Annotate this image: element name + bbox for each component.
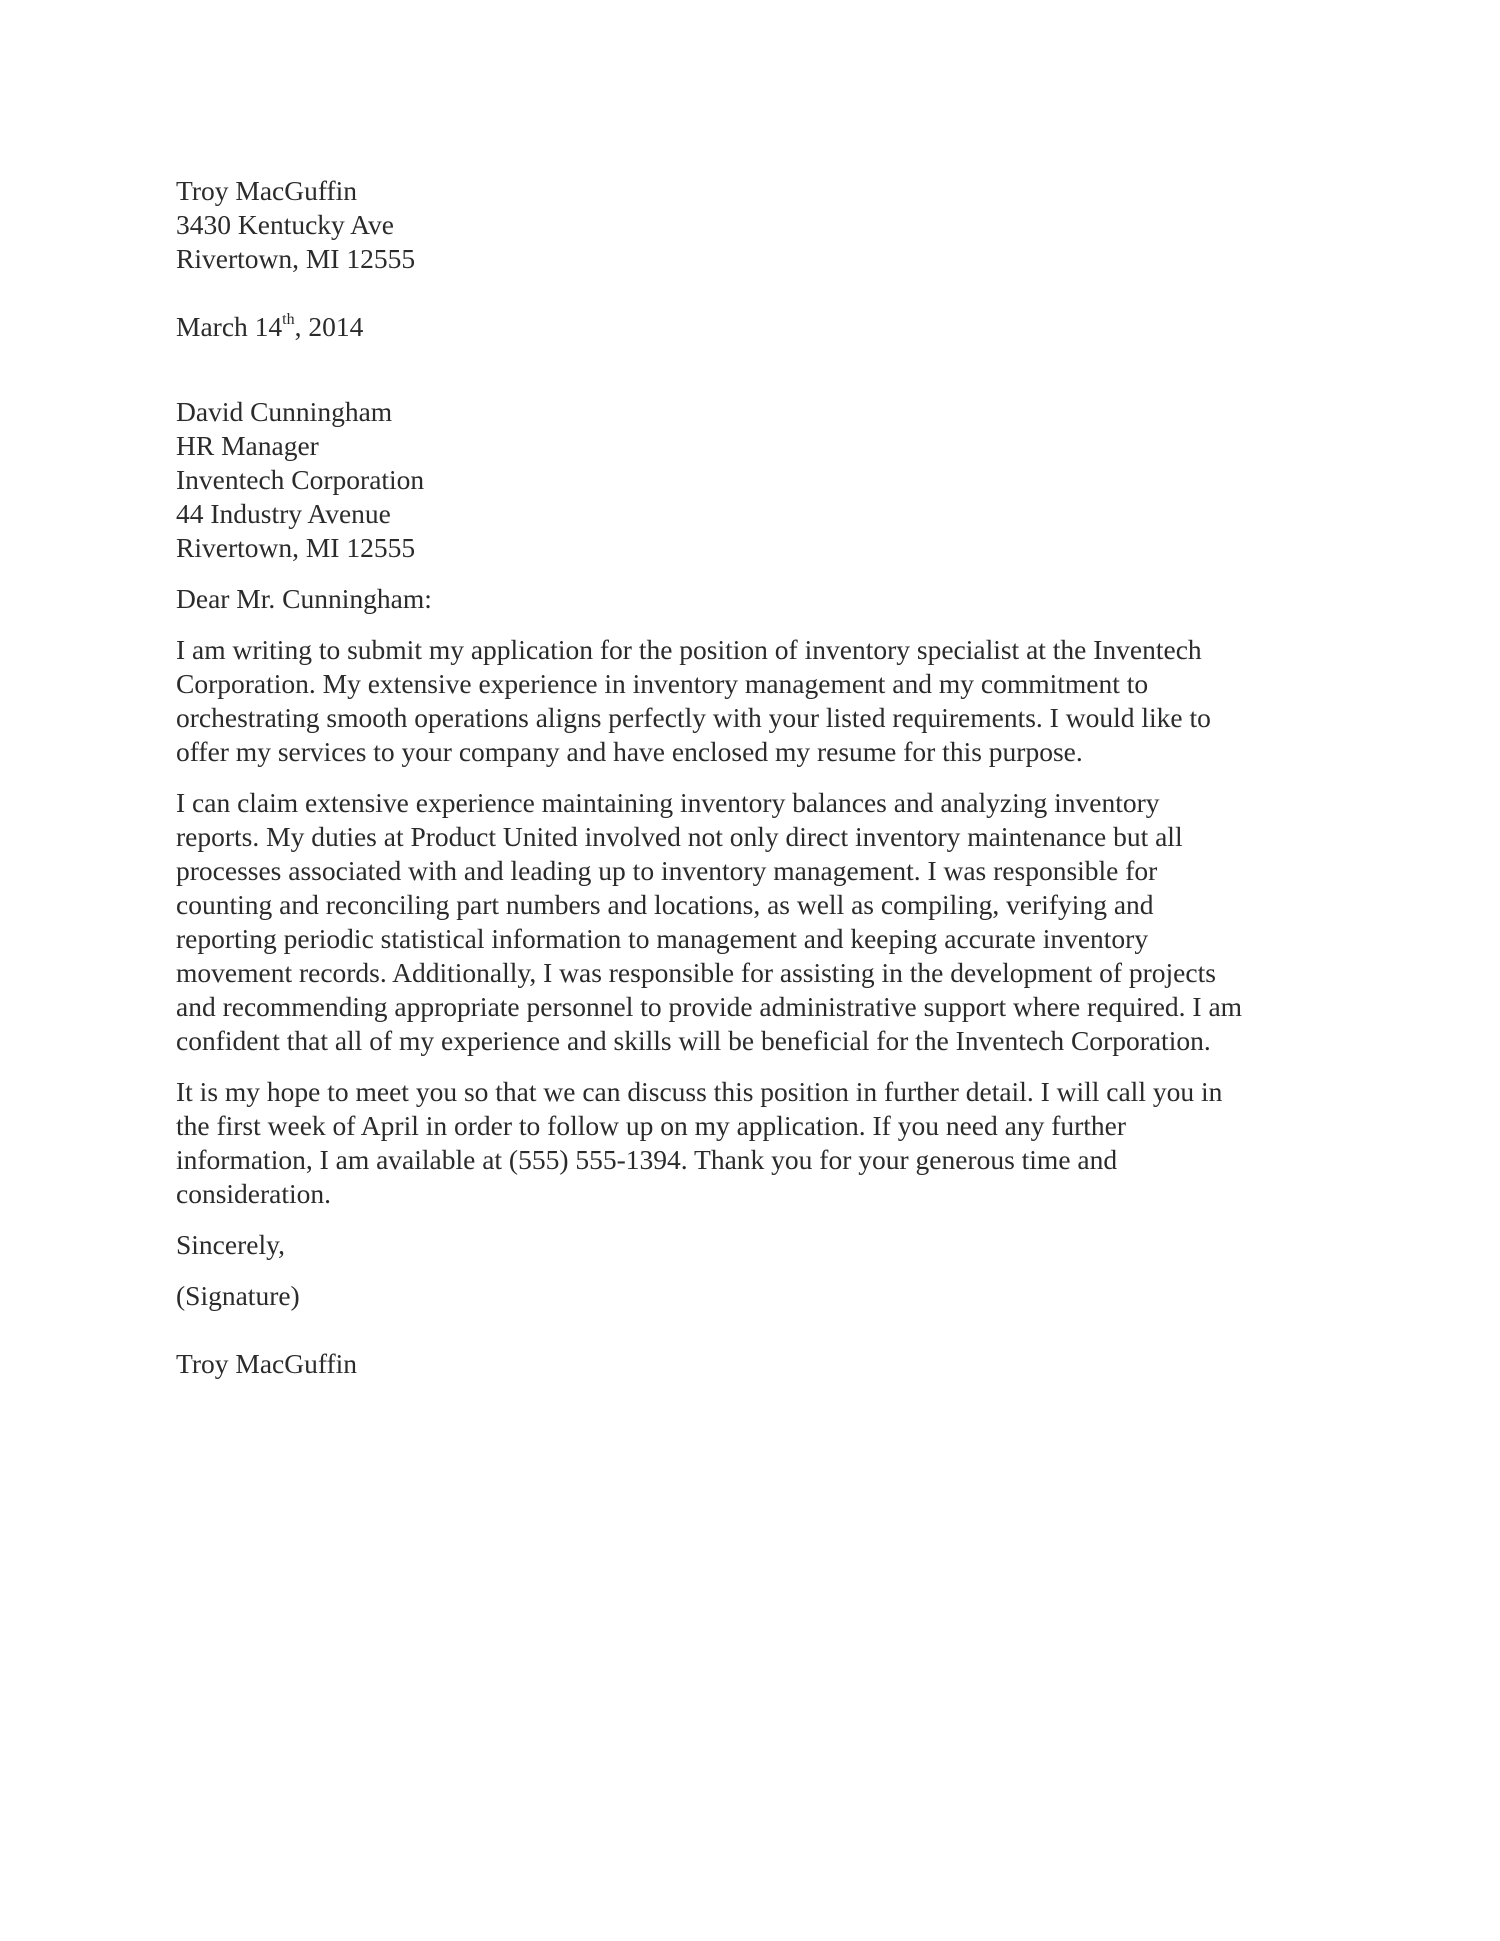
signer-name: Troy MacGuffin	[176, 1348, 358, 1379]
body-paragraph-2	[176, 786, 1336, 1058]
paragraph-line: processes associated with and leading up to inventory management. I was responsible for	[176, 855, 1158, 886]
paragraph-line: and recommending appropriate personnel to provide administrative support where required. I am	[176, 991, 1243, 1022]
date-suffix: th	[282, 310, 295, 328]
cover-letter	[176, 174, 1336, 1381]
recipient-city: Rivertown, MI 12555	[176, 532, 416, 563]
recipient-name: David Cunningham	[176, 396, 393, 427]
sender-street: 3430 Kentucky Ave	[176, 209, 394, 240]
paragraph-line: I can claim extensive experience maintaining inventory balances and analyzing inventory	[176, 787, 1160, 818]
body-paragraph-3	[176, 1075, 1336, 1211]
recipient-street: 44 Industry Avenue	[176, 498, 391, 529]
paragraph-line: Corporation. My extensive experience in inventory management and my commitment to	[176, 668, 1149, 699]
salutation: Dear Mr. Cunningham:	[176, 583, 432, 614]
signature-placeholder: (Signature)	[176, 1280, 300, 1311]
paragraph-line: the first week of April in order to follow up on my application. If you need any further	[176, 1110, 1127, 1141]
letter-date	[176, 310, 1336, 344]
paragraph-line: offer my services to your company and have enclosed my resume for this purpose.	[176, 736, 1083, 767]
recipient-title: HR Manager	[176, 430, 319, 461]
recipient-company: Inventech Corporation	[176, 464, 425, 495]
closing: Sincerely,	[176, 1229, 285, 1260]
sender-city: Rivertown, MI 12555	[176, 243, 416, 274]
paragraph-line: confident that all of my experience and skills will be beneficial for the Inventech Corporation.	[176, 1025, 1211, 1056]
sender-address	[176, 174, 1336, 276]
body-paragraph-1	[176, 633, 1336, 769]
recipient-address	[176, 395, 1336, 565]
paragraph-line: movement records. Additionally, I was responsible for assisting in the development of projects	[176, 957, 1216, 988]
paragraph-line: reports. My duties at Product United involved not only direct inventory maintenance but all	[176, 821, 1183, 852]
paragraph-line: counting and reconciling part numbers and locations, as well as compiling, verifying and	[176, 889, 1154, 920]
paragraph-line: I am writing to submit my application for the position of inventory specialist at the Inventech	[176, 634, 1202, 665]
paragraph-line: consideration.	[176, 1178, 332, 1209]
sender-name: Troy MacGuffin	[176, 175, 358, 206]
date-month-day: March 14	[176, 311, 283, 342]
paragraph-line: It is my hope to meet you so that we can discuss this position in further detail. I will call you in	[176, 1076, 1223, 1107]
paragraph-line: orchestrating smooth operations aligns perfectly with your listed requirements. I would like to	[176, 702, 1211, 733]
paragraph-line: information, I am available at (555) 555-1394. Thank you for your generous time and	[176, 1144, 1118, 1175]
paragraph-line: reporting periodic statistical information to management and keeping accurate inventory	[176, 923, 1149, 954]
date-year: , 2014	[294, 311, 364, 342]
